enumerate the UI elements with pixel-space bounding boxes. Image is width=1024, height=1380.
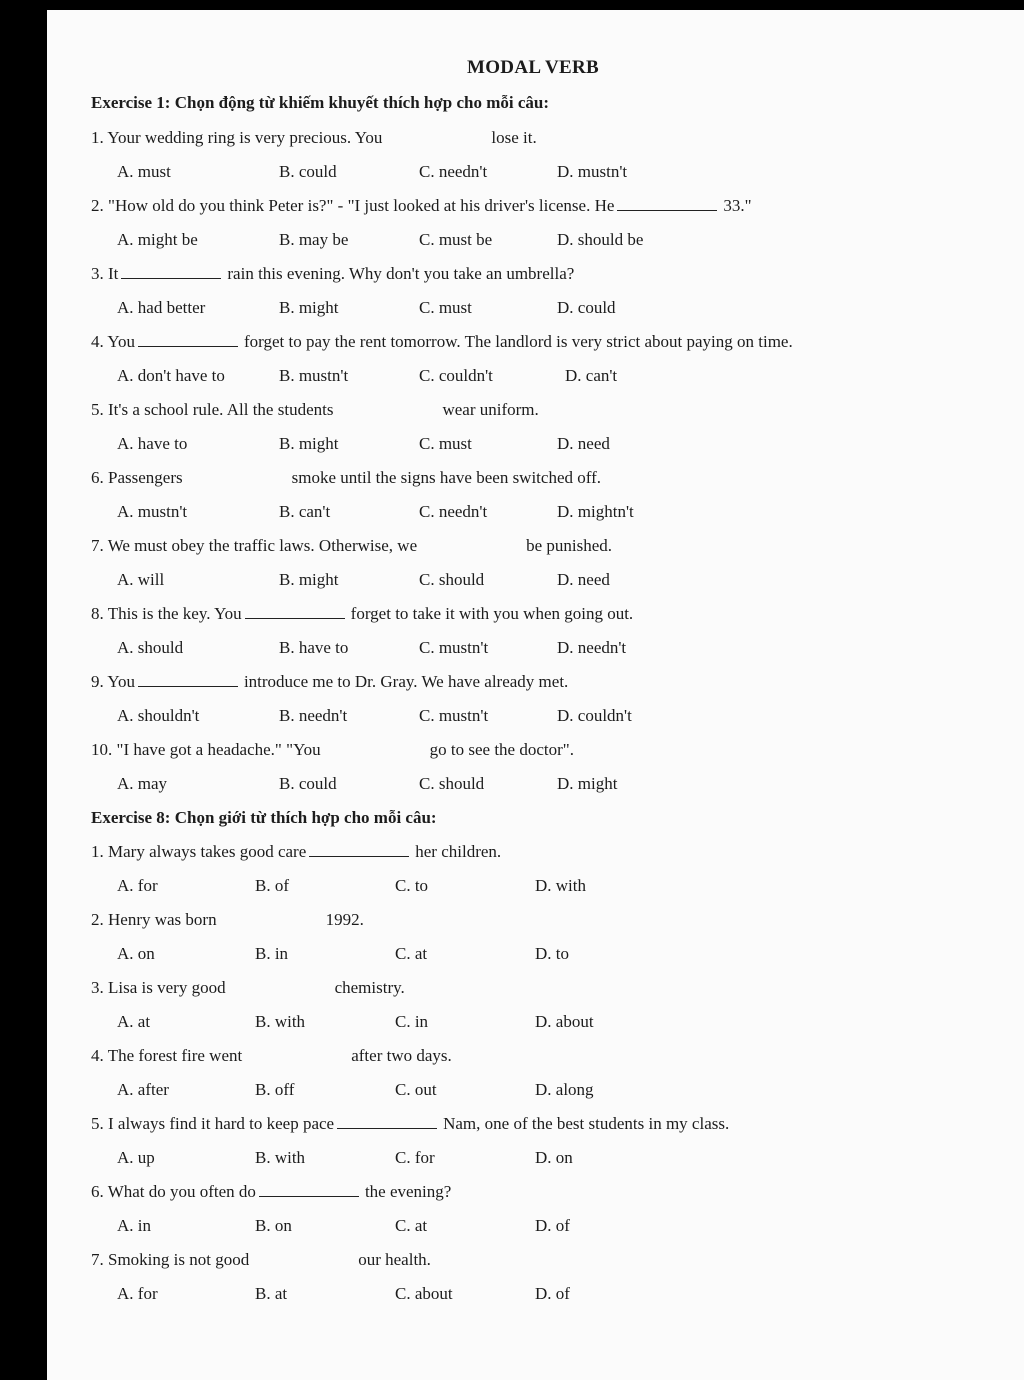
ex8-q3-option-d: D. about bbox=[535, 1012, 594, 1031]
ex1-q3-option-a: A. had better bbox=[117, 298, 206, 317]
ex8-q6-option-a: A. in bbox=[117, 1216, 151, 1235]
ex8-q7-option-b: B. at bbox=[255, 1284, 288, 1303]
ex8-q2-option-b: B. in bbox=[255, 944, 289, 963]
ex8-q6-option-b: B. on bbox=[255, 1216, 292, 1235]
ex1-question-6: 6. Passengers smoke until the signs have been switched off. bbox=[91, 468, 602, 487]
ex8-question-4: 4. The forest fire went after two days. bbox=[91, 1046, 452, 1065]
ex1-q9-option-b: B. needn't bbox=[279, 706, 348, 725]
ex1-q2-option-d: D. should be bbox=[557, 230, 644, 249]
ex8-question-3: 3. Lisa is very good chemistry. bbox=[91, 978, 405, 997]
ex1-q3-option-d: D. could bbox=[557, 298, 616, 317]
ex1-q2-option-c: C. must be bbox=[419, 230, 493, 249]
ex1-q5-option-b: B. might bbox=[279, 434, 339, 453]
ex8-q3-option-a: A. at bbox=[117, 1012, 151, 1031]
ex1-q5-option-c: C. must bbox=[419, 434, 472, 453]
ex1-q9-option-d: D. couldn't bbox=[557, 706, 632, 725]
ex1-q9-option-c: C. mustn't bbox=[419, 706, 489, 725]
ex1-question-4: 4. You forget to pay the rent tomorrow. The landlord is very strict about paying on time. bbox=[91, 332, 793, 351]
ex1-q7-option-b: B. might bbox=[279, 570, 339, 589]
ex1-question-10: 10. "I have got a headache." "You go to see the doctor". bbox=[91, 740, 574, 759]
ex8-q1-option-a: A. for bbox=[117, 876, 158, 895]
ex1-q3-option-c: C. must bbox=[419, 298, 472, 317]
ex8-q1-option-c: C. to bbox=[395, 876, 429, 895]
ex8-q2-option-d: D. to bbox=[535, 944, 569, 963]
ex1-q4-option-b: B. mustn't bbox=[279, 366, 349, 385]
ex8-q1-option-d: D. with bbox=[535, 876, 586, 895]
ex1-q7-option-c: C. should bbox=[419, 570, 485, 589]
ex1-q7-option-d: D. need bbox=[557, 570, 610, 589]
ex8-question-6: 6. What do you often do the evening? bbox=[91, 1182, 452, 1201]
ex1-q6-option-c: C. needn't bbox=[419, 502, 488, 521]
ex1-q8-option-c: C. mustn't bbox=[419, 638, 489, 657]
ex8-q7-option-d: D. of bbox=[535, 1284, 570, 1303]
exercise-1-heading: Exercise 1: Chọn động từ khiếm khuyết thích hợp cho mỗi câu: bbox=[91, 93, 550, 112]
ex1-q6-option-b: B. can't bbox=[279, 502, 331, 521]
page-title: MODAL VERB bbox=[467, 57, 599, 78]
ex1-q1-option-a: A. must bbox=[117, 162, 171, 181]
ex8-q7-option-a: A. for bbox=[117, 1284, 158, 1303]
ex1-q5-option-a: A. have to bbox=[117, 434, 188, 453]
ex1-q4-option-d: D. can't bbox=[565, 366, 618, 385]
ex1-q10-option-d: D. might bbox=[557, 774, 618, 793]
ex1-q2-option-a: A. might be bbox=[117, 230, 198, 249]
ex8-question-7: 7. Smoking is not good our health. bbox=[91, 1250, 431, 1269]
ex1-question-5: 5. It's a school rule. All the students wear uniform. bbox=[91, 400, 539, 419]
ex1-question-3: 3. It rain this evening. Why don't you take an umbrella? bbox=[91, 264, 575, 283]
ex8-q4-option-d: D. along bbox=[535, 1080, 594, 1099]
ex8-q4-option-b: B. off bbox=[255, 1080, 295, 1099]
exercise-8-heading: Exercise 8: Chọn giới từ thích hợp cho mỗi câu: bbox=[91, 808, 437, 827]
ex1-q6-option-a: A. mustn't bbox=[117, 502, 188, 521]
ex8-question-1: 1. Mary always takes good care her children. bbox=[91, 842, 502, 861]
ex1-q1-option-b: B. could bbox=[279, 162, 337, 181]
ex1-q4-option-a: A. don't have to bbox=[117, 366, 225, 385]
ex8-q6-option-d: D. of bbox=[535, 1216, 570, 1235]
ex1-q10-option-c: C. should bbox=[419, 774, 485, 793]
worksheet-page bbox=[47, 10, 1024, 1380]
ex1-question-1: 1. Your wedding ring is very precious. You lose it. bbox=[91, 128, 537, 147]
ex1-q1-option-d: D. mustn't bbox=[557, 162, 628, 181]
ex8-q3-option-b: B. with bbox=[255, 1012, 306, 1031]
ex1-q6-option-d: D. mightn't bbox=[557, 502, 634, 521]
ex1-q2-option-b: B. may be bbox=[279, 230, 349, 249]
ex1-q3-option-b: B. might bbox=[279, 298, 339, 317]
ex1-question-2: 2. "How old do you think Peter is?" - "I just looked at his driver's license. He 33." bbox=[91, 196, 752, 215]
ex8-q7-option-c: C. about bbox=[395, 1284, 453, 1303]
ex8-q6-option-c: C. at bbox=[395, 1216, 428, 1235]
ex8-question-2: 2. Henry was born 1992. bbox=[91, 910, 364, 929]
ex1-q10-option-a: A. may bbox=[117, 774, 168, 793]
ex1-q5-option-d: D. need bbox=[557, 434, 610, 453]
ex8-q3-option-c: C. in bbox=[395, 1012, 429, 1031]
ex8-q5-option-d: D. on bbox=[535, 1148, 573, 1167]
ex8-q5-option-b: B. with bbox=[255, 1148, 306, 1167]
ex1-q9-option-a: A. shouldn't bbox=[117, 706, 200, 725]
ex1-q4-option-c: C. couldn't bbox=[419, 366, 493, 385]
ex8-q5-option-c: C. for bbox=[395, 1148, 435, 1167]
ex1-question-7: 7. We must obey the traffic laws. Otherwise, we be punished. bbox=[91, 536, 613, 555]
ex1-q10-option-b: B. could bbox=[279, 774, 337, 793]
ex1-q8-option-d: D. needn't bbox=[557, 638, 627, 657]
ex8-q2-option-c: C. at bbox=[395, 944, 428, 963]
ex1-q8-option-a: A. should bbox=[117, 638, 184, 657]
ex8-q5-option-a: A. up bbox=[117, 1148, 155, 1167]
ex1-question-8: 8. This is the key. You forget to take it with you when going out. bbox=[91, 604, 634, 623]
ex1-question-9: 9. You introduce me to Dr. Gray. We have already met. bbox=[91, 672, 569, 691]
ex8-question-5: 5. I always find it hard to keep pace Nam, one of the best students in my class. bbox=[91, 1114, 730, 1133]
ex1-q1-option-c: C. needn't bbox=[419, 162, 488, 181]
ex1-q8-option-b: B. have to bbox=[279, 638, 349, 657]
ex8-q2-option-a: A. on bbox=[117, 944, 155, 963]
ex1-q7-option-a: A. will bbox=[117, 570, 165, 589]
ex8-q4-option-a: A. after bbox=[117, 1080, 169, 1099]
ex8-q4-option-c: C. out bbox=[395, 1080, 437, 1099]
ex8-q1-option-b: B. of bbox=[255, 876, 289, 895]
